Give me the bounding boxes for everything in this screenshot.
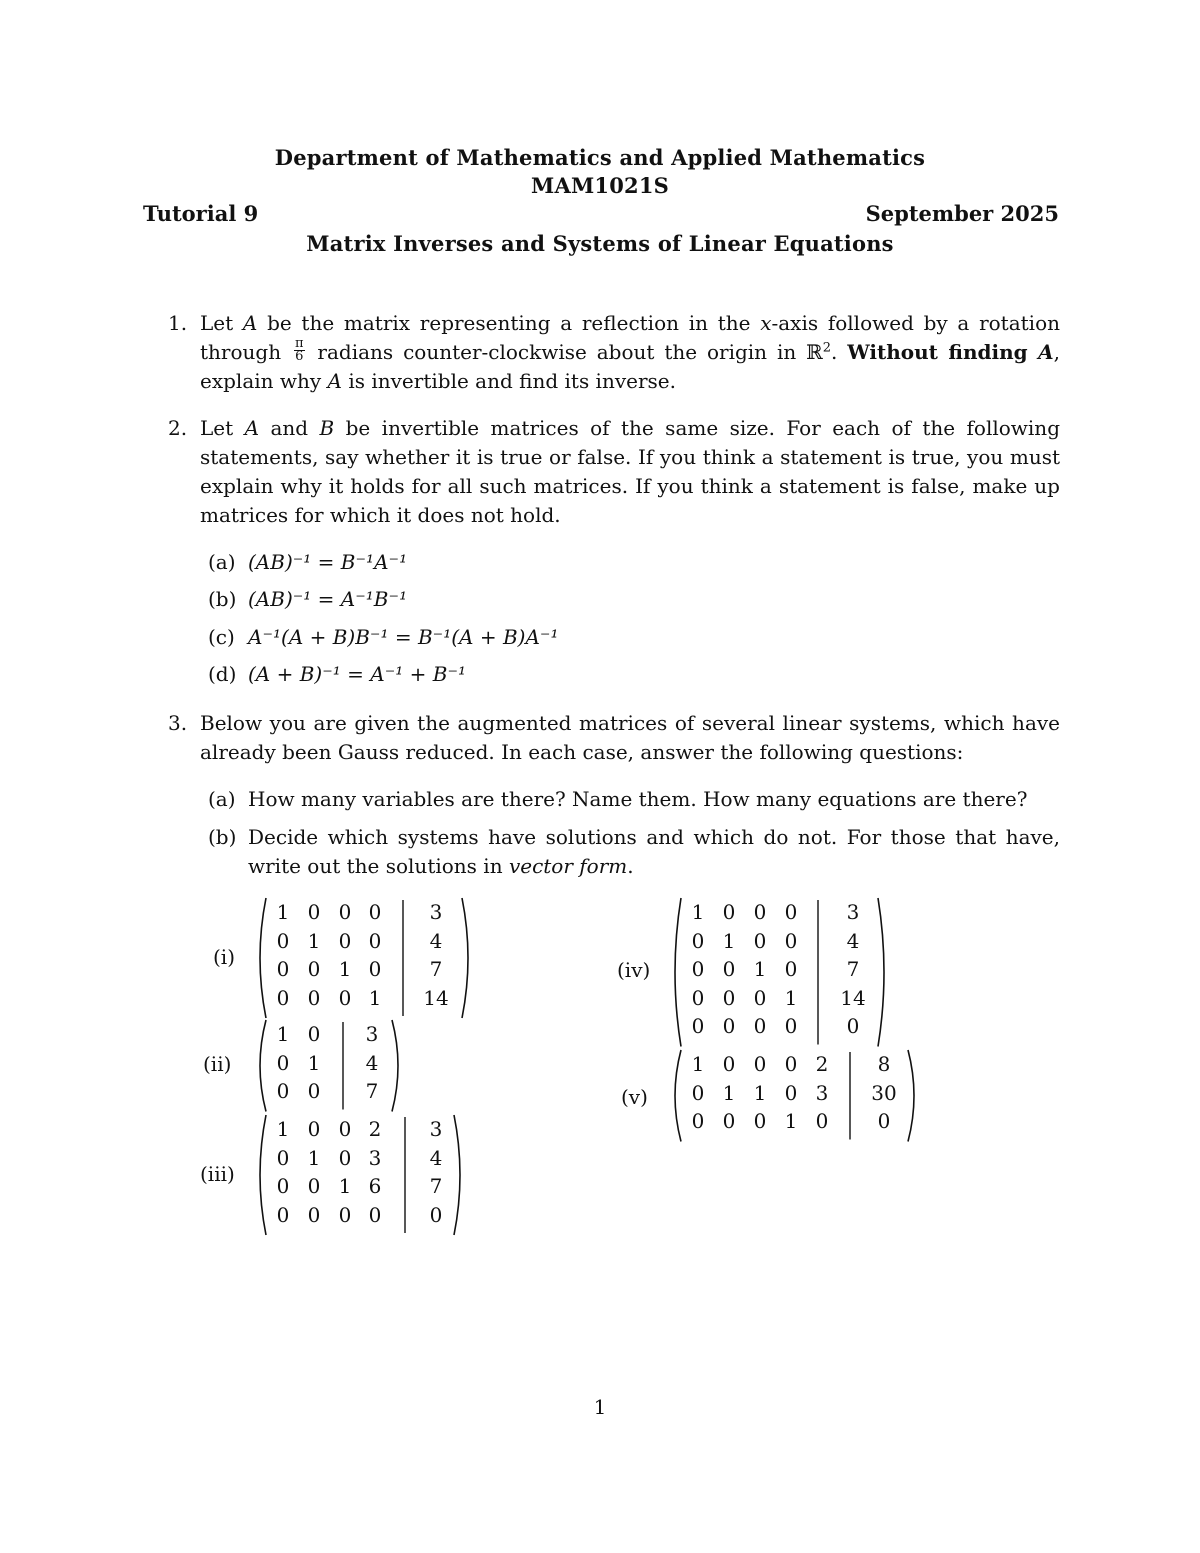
question-number: 2. xyxy=(168,416,188,440)
matrix-entry: 0 xyxy=(276,928,290,953)
matrix-entry: 0 xyxy=(338,928,352,953)
matrix-rhs-entry: 3 xyxy=(846,900,860,924)
matrix-entry: 1 xyxy=(722,928,736,953)
matrix-entry: 0 xyxy=(276,1050,290,1075)
matrix-entry: 0 xyxy=(722,1014,736,1038)
matrix-rhs-entry: 7 xyxy=(429,957,443,981)
matrix-entry: 0 xyxy=(691,957,705,981)
matrix-entry: 0 xyxy=(753,928,767,953)
q3-part-a: (a) How many variables are there? Name them. How many equations are there? xyxy=(208,787,1028,811)
matrix-entry: 1 xyxy=(307,1145,321,1170)
matrix-entry: 0 xyxy=(815,1109,829,1133)
matrix-entry: 0 xyxy=(753,900,767,924)
matrix-entry: 0 xyxy=(722,900,736,924)
matrix-entry: 0 xyxy=(784,1052,798,1076)
matrix-rhs-entry: 4 xyxy=(429,928,443,953)
matrix-entry: 0 xyxy=(307,1022,321,1046)
matrix-rhs-entry: 7 xyxy=(365,1079,379,1103)
matrix-entry: 0 xyxy=(722,1052,736,1076)
question-number: 1. xyxy=(168,311,188,335)
matrix-label: (i) xyxy=(213,945,236,969)
matrix-label: (v) xyxy=(621,1085,648,1109)
matrix-rhs-entry: 0 xyxy=(846,1014,860,1038)
matrix-rhs-entry: 0 xyxy=(429,1202,443,1227)
question-number: 3. xyxy=(168,711,188,735)
matrix-entry: 0 xyxy=(784,1080,798,1105)
matrix-entry: 0 xyxy=(307,1174,321,1198)
matrix-entry: 0 xyxy=(368,900,382,924)
matrix-rhs-entry: 30 xyxy=(871,1080,897,1105)
matrix-label: (iv) xyxy=(617,958,651,982)
matrix-entry: 1 xyxy=(753,1080,767,1105)
matrix-entry: 0 xyxy=(276,1174,290,1198)
matrix-entry: 0 xyxy=(691,985,705,1010)
matrix-entry: 0 xyxy=(753,985,767,1010)
matrix-entry: 0 xyxy=(722,985,736,1010)
matrix-entry: 1 xyxy=(276,1117,290,1141)
matrix-entry: 1 xyxy=(307,1050,321,1075)
matrix-entry: 0 xyxy=(722,1109,736,1133)
matrix-entry: 0 xyxy=(691,1109,705,1133)
right-parenthesis xyxy=(908,1050,914,1142)
matrix-entry: 0 xyxy=(276,985,290,1010)
matrix-entry: 3 xyxy=(368,1145,382,1170)
matrix-rhs-entry: 3 xyxy=(365,1022,379,1046)
page-number: 1 xyxy=(593,1395,607,1419)
matrix-entry: 0 xyxy=(368,1202,382,1227)
q2-part-b: (b) (AB)⁻¹ = A⁻¹B⁻¹ xyxy=(208,587,408,611)
matrix-rhs-entry: 7 xyxy=(429,1174,443,1198)
matrix-entry: 6 xyxy=(368,1174,382,1198)
tutorial-number: Tutorial 9 xyxy=(143,201,259,226)
question-text: Let A and B be invertible matrices of the same size. For each of the following statements, say whether it is true or false. If you think a statement is true, you must explain why it holds for all such matrices. If you think a statement is false, make up matrices for which it does not hold. xyxy=(200,416,1060,527)
matrix-rhs-entry: 3 xyxy=(429,1117,443,1141)
matrix-label: (iii) xyxy=(200,1162,235,1186)
matrix-entry: 1 xyxy=(691,900,705,924)
course-code: MAM1021S xyxy=(531,173,669,198)
matrix-entry: 0 xyxy=(368,957,382,981)
matrix-entry: 0 xyxy=(338,985,352,1010)
matrix-rhs-entry: 4 xyxy=(365,1050,379,1075)
matrix-entry: 0 xyxy=(307,1202,321,1227)
matrix-entry: 3 xyxy=(815,1080,829,1105)
matrix-rhs-entry: 14 xyxy=(840,985,866,1010)
matrix-entry: 0 xyxy=(276,1202,290,1227)
matrix-entry: 0 xyxy=(368,928,382,953)
matrix-label: (ii) xyxy=(203,1052,232,1076)
matrix-entry: 1 xyxy=(338,1174,352,1198)
matrix-entry: 0 xyxy=(338,900,352,924)
matrix-entry: 0 xyxy=(784,1014,798,1038)
matrix-entry: 1 xyxy=(784,985,798,1010)
left-parenthesis xyxy=(675,1050,681,1142)
matrix-entry: 0 xyxy=(753,1109,767,1133)
q2-part-d: (d) (A + B)⁻¹ = A⁻¹ + B⁻¹ xyxy=(208,662,467,686)
q2-part-c: (c) A⁻¹(A + B)B⁻¹ = B⁻¹(A + B)A⁻¹ xyxy=(208,625,559,649)
tutorial-title: Matrix Inverses and Systems of Linear Equations xyxy=(306,231,894,256)
matrix-entry: 0 xyxy=(691,1080,705,1105)
matrix-entry: 1 xyxy=(338,957,352,981)
q3-part-b: (b) Decide which systems have solutions and which do not. For those that have, write out the solutions in vector form. xyxy=(208,825,1060,878)
matrix-entry: 0 xyxy=(307,957,321,981)
matrix-entry: 0 xyxy=(691,1014,705,1038)
matrix-entry: 0 xyxy=(307,1079,321,1103)
matrix-entry: 0 xyxy=(276,1145,290,1170)
department-heading: Department of Mathematics and Applied Mathematics xyxy=(274,145,926,170)
matrix-entry: 0 xyxy=(784,957,798,981)
matrix-entry: 1 xyxy=(276,1022,290,1046)
matrix-entry: 0 xyxy=(753,1014,767,1038)
question-text: Let A be the matrix representing a reflection in the x-axis followed by a rotation through $\frac{\pi}{6}$ radians counter-clockwise about the origin in ℝ$^2$. Without finding A, explain why A is invertible and find its inverse. xyxy=(200,311,1061,393)
matrix-rhs-entry: 7 xyxy=(846,957,860,981)
pi-over-six-fraction: $\frac{\pi}{6}$ xyxy=(294,336,304,364)
matrix-entry: 1 xyxy=(722,1080,736,1105)
matrix-entry: 1 xyxy=(276,900,290,924)
matrix-rhs-entry: 4 xyxy=(429,1145,443,1170)
matrix-entry: 2 xyxy=(815,1052,829,1076)
matrix-rhs-entry: 4 xyxy=(846,928,860,953)
matrix-rhs-entry: 14 xyxy=(423,985,449,1010)
matrix-entry: 0 xyxy=(307,985,321,1010)
matrix-entry: 1 xyxy=(368,985,382,1010)
matrix-entry: 0 xyxy=(691,928,705,953)
matrix-entry: 0 xyxy=(307,1117,321,1141)
q2-part-a: (a) (AB)⁻¹ = B⁻¹A⁻¹ xyxy=(208,550,408,574)
matrix-entry: 1 xyxy=(691,1052,705,1076)
matrix-entry: 0 xyxy=(307,900,321,924)
matrix-rhs-entry: 8 xyxy=(877,1052,891,1076)
matrix-rhs-entry: 0 xyxy=(877,1109,891,1133)
question-text: Below you are given the augmented matrices of several linear systems, which have already been Gauss reduced. In each case, answer the following questions: xyxy=(200,711,1060,764)
matrix-entry: 0 xyxy=(338,1145,352,1170)
matrix-entry: 0 xyxy=(784,928,798,953)
matrix-entry: 2 xyxy=(368,1117,382,1141)
matrix-entry: 1 xyxy=(307,928,321,953)
tutorial-date: September 2025 xyxy=(865,201,1059,226)
matrix-entry: 0 xyxy=(753,1052,767,1076)
matrix-entry: 0 xyxy=(276,957,290,981)
matrix-rhs-entry: 3 xyxy=(429,900,443,924)
matrix-entry: 0 xyxy=(722,957,736,981)
matrix-entry: 0 xyxy=(276,1079,290,1103)
matrix-entry: 0 xyxy=(338,1202,352,1227)
matrix-entry: 1 xyxy=(753,957,767,981)
matrix-entry: 0 xyxy=(338,1117,352,1141)
matrix-entry: 1 xyxy=(784,1109,798,1133)
matrix-entry: 0 xyxy=(784,900,798,924)
